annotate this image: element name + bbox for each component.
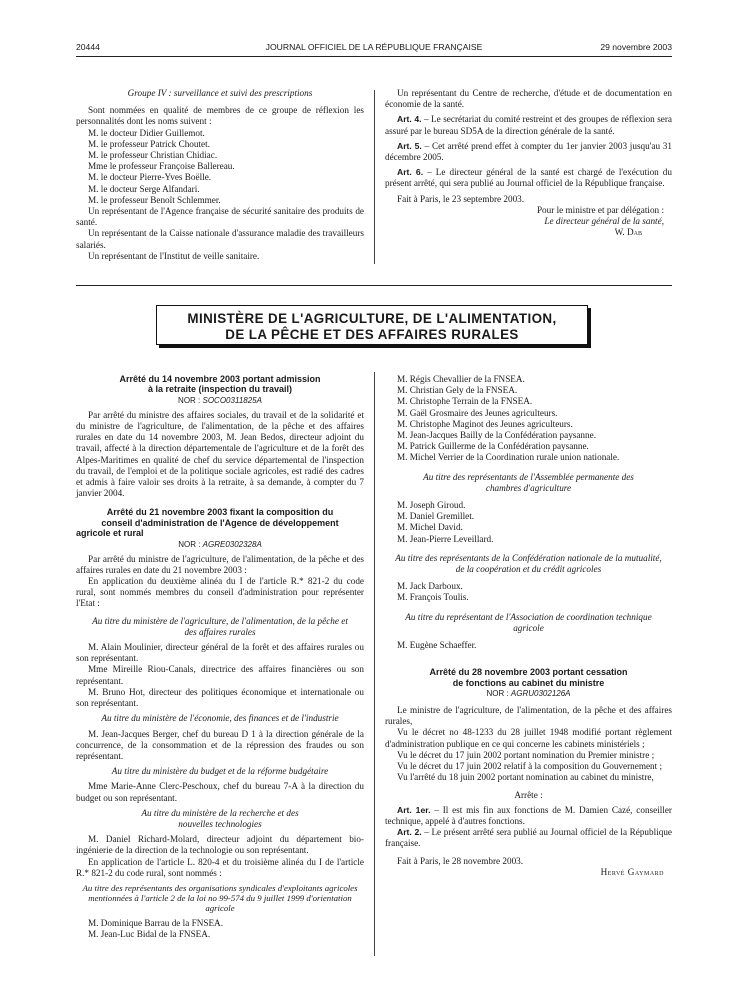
list-item: M. Christophe Terrain de la FNSEA. (397, 396, 533, 407)
list-item: M. Joseph Giroud. (397, 500, 466, 511)
article-text: – Le présent arrêté sera publié au Journal officiel de la République française. (385, 827, 672, 849)
group-title: Groupe IV : surveillance et suivi des prescriptions (127, 88, 313, 98)
list-item: M. le professeur Benoît Schlemmer. (88, 194, 221, 205)
decree-1-nor (76, 395, 364, 406)
nor-code: SOCO0311825A (202, 395, 262, 405)
nor-label: NOR : (178, 539, 203, 549)
decree-1-title-line: Arrêté du 14 novembre 2003 portant admission (119, 374, 321, 384)
decree-2-nor (76, 539, 364, 550)
lower-left-column (76, 374, 364, 940)
article-label: Art. 1er. (397, 804, 431, 815)
list-item: M. Jean-Jacques Bailly de la Confédération paysanne. (397, 430, 596, 441)
section-heading: Au titre du ministère du budget et de la réforme budgétaire (111, 766, 329, 777)
list-item: M. Daniel Richard-Molard, directeur adjoint du département bio-ingénierie de la direction de la technologie ou son représentant. (76, 834, 364, 856)
header-rule (76, 56, 672, 57)
decree-3-title-line: Arrêté du 28 novembre 2003 portant cessation (429, 667, 628, 678)
signatory-title: Le directeur général de la santé, (544, 216, 664, 227)
article-label: Art. 6. (397, 167, 424, 178)
nor-label: NOR : (178, 395, 203, 405)
section-heading: Au titre des représentants de la Confédération nationale de la mutualité, de la coopération et du crédit agricoles (395, 552, 662, 575)
group-intro: Sont nommées en qualité de membres de ce groupe de réflexion les personnalités dont les noms suivent : (76, 105, 364, 127)
page-number: 20444 (76, 42, 100, 52)
list-item: M. Daniel Gremillet. (397, 511, 475, 522)
ministry-line-1: MINISTÈRE DE L'AGRICULTURE, DE L'ALIMENTATION, (187, 311, 557, 326)
arrete-label: Arrête : (514, 789, 543, 800)
list-item: M. le docteur Didier Guillemot. (88, 127, 205, 138)
list-item: M. le professeur Patrick Choutet. (88, 138, 210, 149)
list-item: M. Dominique Barrau de la FNSEA. (88, 917, 223, 928)
representative: Un représentant du Centre de recherche, d'étude et de documentation en économie de la santé. (385, 88, 672, 110)
list-item: M. Régis Chevallier de la FNSEA. (397, 374, 525, 384)
list-item: M. Jean-Jacques Berger, chef du bureau D 1 à la direction générale de la concurrence, de la consommation et de la répression des fraudes ou son représentant. (76, 728, 364, 761)
list-item: M. Christian Gely de la FNSEA. (397, 385, 518, 396)
lower-right-column (385, 374, 672, 878)
article-text: – Cet arrêté prend effet à compter du 1er janvier 2003 jusqu'au 31 décembre 2005. (385, 140, 672, 163)
decree-2-title-line: conseil d'administration de l'Agence de développement (101, 517, 339, 528)
list-item: M. Michel Verrier de la Coordination rurale union nationale. (397, 452, 620, 463)
nor-code: AGRE0302328A (202, 539, 262, 549)
decree-3-nor (385, 688, 672, 699)
done-at: Fait à Paris, le 23 septembre 2003. (397, 193, 525, 204)
list-item: M. Jack Darboux. (397, 581, 463, 592)
list-item: M. Gaël Grosmaire des Jeunes agriculteurs. (397, 407, 558, 418)
journal-title: JOURNAL OFFICIEL DE LA RÉPUBLIQUE FRANÇAISE (265, 42, 483, 52)
article-label: Art. 4. (397, 114, 422, 125)
article-4 (385, 114, 672, 136)
decree-2-title-line: Arrêté du 21 novembre 2003 fixant la composition du (106, 507, 334, 518)
article-label: Art. 2. (397, 827, 422, 838)
section-heading: Au titre des représentants des organisations syndicales d'exploitants agricoles mentionnées à l'article 2 de la loi no 99-574 du 9 juillet 1999 d'orientation agricole (82, 882, 358, 914)
column-divider (374, 372, 375, 956)
list-item: M. Bruno Hot, directeur des politiques économique et internationale ou son représentant. (76, 686, 364, 709)
top-right-column (385, 88, 672, 238)
decree-2-intro: Par arrêté du ministre de l'agriculture, de l'alimentation, de la pêche et des affaires rurales en date du 21 novembre 2003 : (76, 553, 364, 575)
section-heading: Au titre du ministère de l'économie, des finances et de l'industrie (101, 713, 339, 724)
signature: Hervé Gaymard (600, 866, 664, 877)
list-item: Mme le professeur Françoise Ballereau. (88, 161, 235, 172)
visa: Vu le décret du 17 juin 2002 relatif à la composition du Gouvernement ; (397, 761, 663, 772)
decree-2-title-line: agricole et rural (76, 528, 144, 539)
visa: Vu le décret du 17 juin 2002 portant nomination du Premier ministre ; (397, 749, 655, 760)
list-item: M. Jean-Pierre Leveillard. (397, 533, 494, 544)
decree-3-title-line: de fonctions au cabinet du ministre (452, 677, 605, 688)
article-text: – Le secrétariat du comité restreint et des groupes de réflexion sera assuré par le bureau SD5A de la direction générale de la santé. (385, 114, 673, 136)
list-item: M. Alain Moulinier, directeur général de la forêt et des affaires rurales ou son représentant. (76, 642, 364, 664)
list-item: Mme Marie-Anne Clerc-Peschoux, chef du bureau 7-A à la direction du budget ou son représentant. (76, 781, 364, 803)
article-text: – Il est mis fin aux fonctions de M. Damien Cazé, conseiller technique, appelé à d'autres fonctions. (385, 804, 672, 826)
visa: Vu l'arrêté du 18 juin 2002 portant nomination au cabinet du ministre, (397, 772, 654, 783)
list-item: M. le docteur Pierre-Yves Boëlle. (88, 172, 212, 183)
article-6 (385, 167, 672, 189)
list-item: M. le professeur Christian Chidiac. (88, 150, 218, 161)
ministry-line-2: DE LA PÊCHE ET DES AFFAIRES RURALES (225, 327, 519, 342)
done-at: Fait à Paris, le 28 novembre 2003. (397, 855, 524, 866)
column-divider (374, 90, 375, 264)
article-1 (385, 805, 672, 827)
section-heading: Au titre du ministère de l'agriculture, de l'alimentation, de la pêche et des affaires rurales (92, 615, 348, 637)
list-item: M. Patrick Guillerme de la Confédération paysanne. (397, 441, 589, 452)
decree-2-intro: En application du deuxième alinéa du I de l'article R.* 821-2 du code rural, sont nommés membres du conseil d'administration pour représenter l'Etat : (76, 576, 364, 609)
signature: W. Dab (614, 227, 642, 238)
list-item: M. Jean-Luc Bidal de la FNSEA. (88, 928, 211, 939)
article-2 (385, 827, 672, 849)
section-heading: Au titre du représentant de l'Association de coordination technique agricole (405, 611, 652, 633)
list-item: M. Michel David. (397, 522, 463, 533)
list-item: M. Eugène Schaeffer. (397, 640, 477, 651)
ministry-banner (156, 305, 588, 345)
section-heading: Au titre des représentants de l'Assemblée permanente des chambres d'agriculture (423, 471, 634, 493)
nor-code: AGRU0302126A (510, 689, 571, 699)
list-item: Un représentant de l'Agence française de sécurité sanitaire des produits de santé. (76, 206, 364, 228)
list-item: Mme Mireille Riou-Canals, directrice des affaires financières ou son représentant. (76, 664, 364, 686)
delegation: Pour le ministre et par délégation : (536, 204, 664, 215)
top-left-column (76, 88, 364, 262)
decree-1-title-line: à la retraite (inspection du travail) (147, 384, 293, 395)
list-item: M. le docteur Serge Alfandari. (88, 183, 200, 194)
decree-3-preamble: Le ministre de l'agriculture, de l'alimentation, de la pêche et des affaires rurales, (385, 705, 672, 727)
list-item: M. Christophe Maginot des Jeunes agriculteurs. (397, 418, 573, 429)
list-item: M. François Toulis. (397, 592, 469, 603)
page-header (76, 42, 672, 54)
issue-date: 29 novembre 2003 (600, 42, 672, 52)
article-5 (385, 141, 672, 163)
list-item: Un représentant de l'Institut de veille sanitaire. (88, 250, 260, 261)
article-label: Art. 5. (397, 140, 422, 151)
list-item: Un représentant de la Caisse nationale d'assurance maladie des travailleurs salariés. (76, 228, 364, 250)
decree-1-body: Par arrêté du ministre des affaires sociales, du travail et de la solidarité et du ministre de l'agriculture, de l'alimentation, de la pêche et des affaires rurales en date du 14 novembre 2003, M. Jean Bedos, directeur adjoint du travail, affecté à la direction départementale de l'agriculture et de la forêt des Alpes-Maritimes en qualité de chef du service départemental de l'inspection du travail, de l'emploi et de la politique sociale agricoles, est radié des cadres et admis à faire valoir ses droits à la retraite, à sa demande, à compter du 7 janvier 2004. (76, 409, 364, 499)
article-text: – Le directeur général de la santé est chargé de l'exécution du présent arrêté, qui sera publié au Journal officiel de la République française. (385, 167, 672, 189)
section-heading: Au titre du ministère de la recherche et des nouvelles technologies (141, 807, 299, 829)
visa: Vu le décret no 48-1233 du 28 juillet 1948 modifié portant règlement d'administration publique en ce qui concerne les cabinets ministériels ; (385, 727, 672, 749)
section-rule (76, 285, 672, 286)
decree-2-intro: En application de l'article L. 820-4 et du troisième alinéa du I de l'article R.* 821-2 du code rural, sont nommés : (76, 856, 364, 878)
nor-label: NOR : (486, 689, 511, 699)
